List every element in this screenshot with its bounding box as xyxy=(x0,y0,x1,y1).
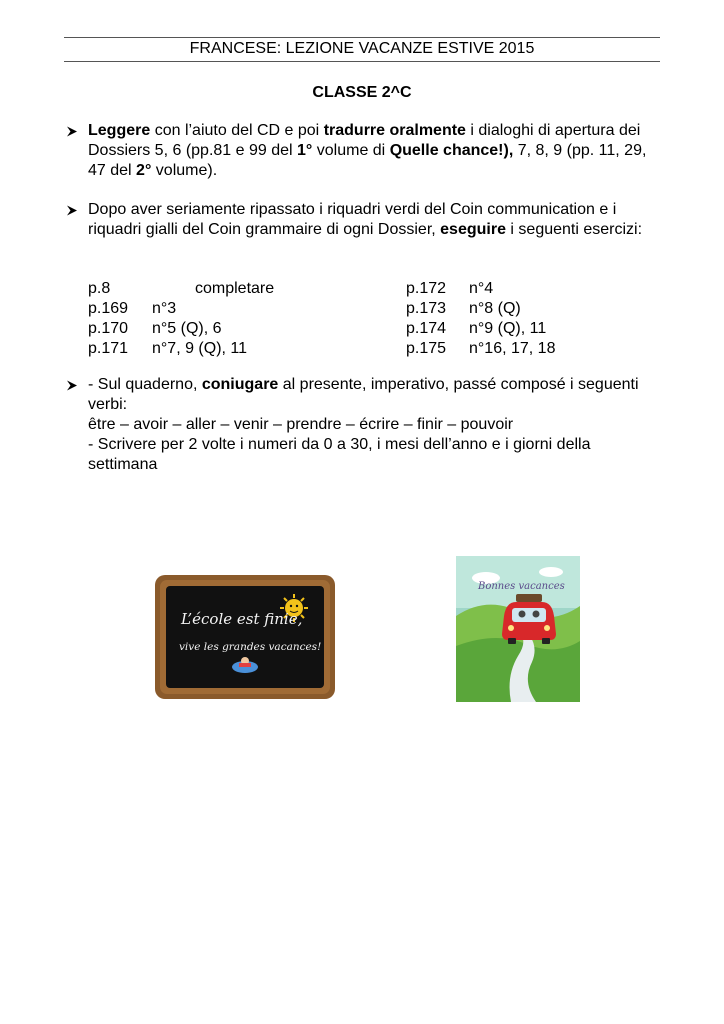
chalkboard-illustration xyxy=(153,572,337,707)
exercise-page: p.170 xyxy=(88,320,129,337)
exercise-task: n°3 xyxy=(152,300,177,317)
exercise-page: p.169 xyxy=(88,300,129,317)
exercise-page: p.8 xyxy=(88,280,111,297)
bold-coniugare: coniugare xyxy=(201,376,279,393)
bold-leggere: Leggere xyxy=(88,122,151,139)
arrow-bullet-icon xyxy=(66,200,78,216)
arrow-bullet-icon xyxy=(66,121,78,137)
verb-list: être – avoir – aller – venir – prendre – écrire – finir – pouvoir xyxy=(88,416,514,433)
arrow-bullet-icon xyxy=(66,375,78,391)
numbers-instruction: - Scrivere per 2 volte i numeri da 0 a 30, i mesi dell’anno e i giorni della settimana xyxy=(88,436,591,473)
exercise-task: n°5 (Q), 6 xyxy=(152,320,222,337)
exercise-instruction: Dopo aver seriamente ripassato i riquadri verdi del Coin communication e i riquadri gialli del Coin grammaire di ogni Dossier, eseguire i seguenti esercizi: xyxy=(88,201,643,238)
postcard-caption: Bonnes vacances xyxy=(478,581,565,592)
top-rule xyxy=(64,37,660,38)
exercise-task: n°7, 9 (Q), 11 xyxy=(152,340,248,357)
exercise-task: n°16, 17, 18 xyxy=(469,340,556,357)
vacation-car-illustration xyxy=(456,556,580,707)
exercise-task: n°4 xyxy=(469,280,494,297)
reading-instruction: Leggere con l’aiuto del CD e poi tradurre oralmente i dialoghi di apertura dei Dossiers 5, 6 (pp.81 e 99 del 1° volume di Quelle chance!), 7, 8, 9 (pp. 11, 29, 47 del 2° volume). xyxy=(88,122,647,179)
chalk-line-2: vive les grandes vacances! xyxy=(179,641,322,653)
exercise-task: n°8 (Q) xyxy=(469,300,521,317)
exercise-page: p.171 xyxy=(88,340,129,357)
exercise-task: n°9 (Q), 11 xyxy=(469,320,547,337)
exercise-page: p.175 xyxy=(406,340,447,357)
class-title: CLASSE 2^C xyxy=(312,84,412,101)
exercise-page: p.174 xyxy=(406,320,447,337)
exercise-page: p.173 xyxy=(406,300,447,317)
conjugation-instruction: - Sul quaderno, coniugare al presente, imperativo, passé composé i seguenti verbi: être – avoir – aller – venir – prendre – écrire – finir – pouvoir - Scrivere per 2 volte i numeri da 0 a 30, i mesi dell’anno e i giorni della settimana xyxy=(88,375,658,475)
exercise-page: p.172 xyxy=(406,280,447,297)
bold-eseguire: eseguire xyxy=(440,221,506,238)
header-bottom-rule xyxy=(64,61,660,62)
chalk-line-1: L’école est finie, xyxy=(181,610,303,628)
exercise-task: completare xyxy=(195,280,275,297)
header-title: FRANCESE: LEZIONE VACANZE ESTIVE 2015 xyxy=(189,40,535,57)
bold-tradurre: tradurre oralmente xyxy=(323,122,466,139)
book-title: Quelle chance!), xyxy=(389,142,514,159)
